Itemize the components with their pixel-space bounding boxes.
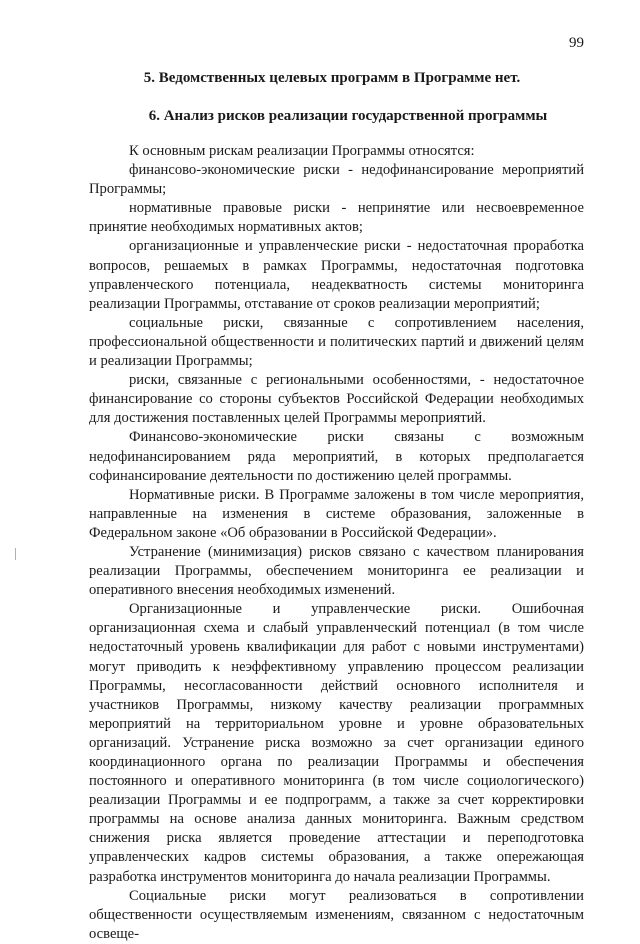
- paragraph: организационные и управленческие риски - недостаточная проработка вопросов, решаемых в рамках Программы, недостаточная подготовка управленческого потенциала, неадекватность системы мониторинга реализации Программы, отставание от сроков реализации мероприятий;: [89, 238, 584, 312]
- paragraph: Социальные риски могут реализоваться в сопротивлении общественности осуществляемым изменениям, связанном с недостаточным освеще-: [89, 887, 584, 942]
- paragraph: Финансово-экономические риски связаны с возможным недофинансированием ряда мероприятий, в которых предполагается софинансирование деятельности по достижению целей программы.: [89, 429, 584, 484]
- paragraph: Нормативные риски. В Программе заложены в том числе мероприятия, направленные на изменения в системе образования, заложенные в Федеральном законе «Об образовании в Российской Федерации».: [89, 486, 584, 541]
- paragraph: нормативные правовые риски - непринятие или несвоевременное принятие необходимых нормативных актов;: [89, 200, 584, 236]
- section-heading-6: 6. Анализ рисков реализации государственной программы: [148, 108, 548, 124]
- paragraph: Устранение (минимизация) рисков связано с качеством планирования реализации Программы, обеспечением мониторинга ее реализации и оперативного внесения необходимых изменений.: [89, 543, 584, 599]
- paragraph: Организационные и управленческие риски. Ошибочная организационная схема и слабый управленческий потенциал (в том числе недостаточный уровень квалификации для работ с новыми инструментами) могут приводить к неэффективному управлению процессом реализации Программы, несогласованности действий основного исполнителя и участников Программы, низкому качеству реализации программных мероприятий на территориальном уровне и уровне образовательных организаций. Устранение риска возможно за счет организации единого координационного органа по реализации Программы и обеспечения постоянного и оперативного мониторинга (в том числе социологического) реализации Программы и ее подпрограмм, а также за счет корректировки программы на основе анализа данных мониторинга. Важным средством снижения риска является проведение аттестации и переподготовка управленческих кадров системы образования, а также опережающая разработка инструментов мониторинга до начала реализации Программы.: [89, 601, 584, 885]
- scan-margin-mark: [15, 548, 16, 560]
- paragraph: риски, связанные с региональными особенностями, - недостаточное финансирование со стороны субъектов Российской Федерации необходимых для достижения поставленных целей Программы мероприятий.: [89, 372, 584, 427]
- section-heading-5: 5. Ведомственных целевых программ в Программе нет.: [143, 70, 521, 86]
- paragraph: социальные риски, связанные с сопротивлением населения, профессиональной общественности и политических партий и движений целям и реализации Программы;: [89, 314, 584, 370]
- paragraph: К основным рискам реализации Программы относятся:: [129, 143, 475, 159]
- paragraph: финансово-экономические риски - недофинансирование мероприятий Программы;: [89, 162, 584, 198]
- page-number: 99: [569, 35, 584, 51]
- body-text: [89, 142, 584, 944]
